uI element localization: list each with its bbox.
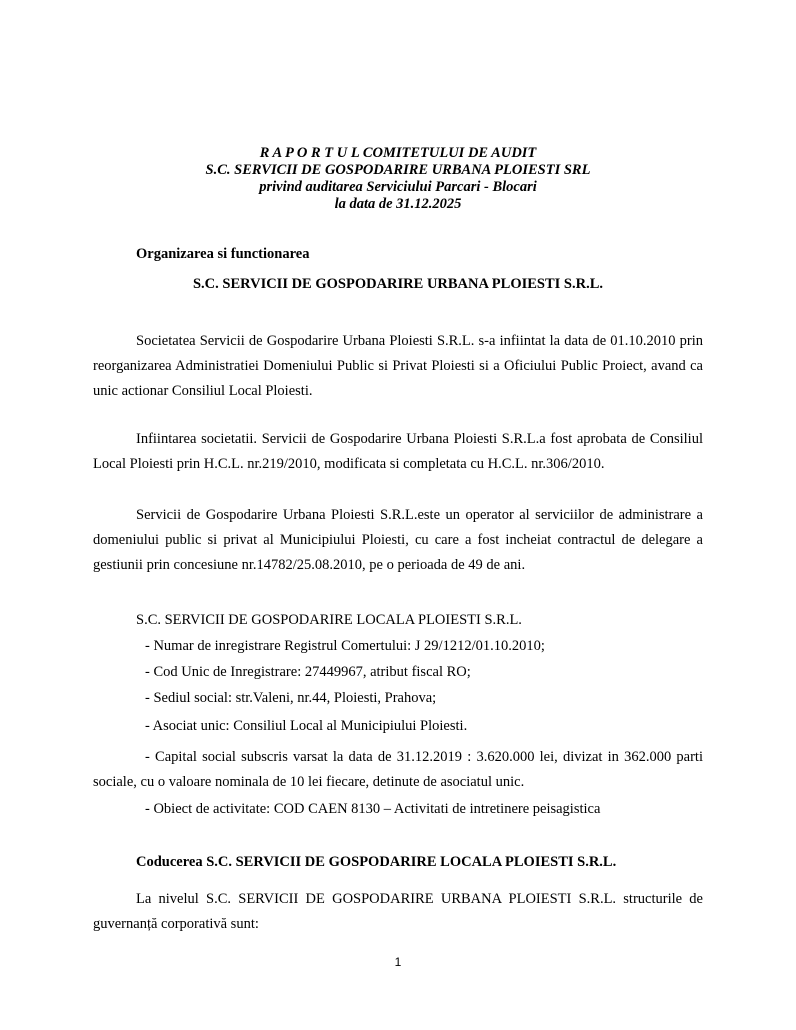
paragraph-founding: [93, 329, 703, 404]
detail-sole-associate: - Asociat unic: Consiliul Local al Municipiului Ploiesti.: [145, 718, 468, 734]
paragraph-approval: [93, 427, 703, 477]
company-name: S.C. SERVICII DE GOSPODARIRE LOCALA PLOIESTI S.R.L.: [136, 612, 522, 628]
detail-share-capital-text: - Capital social subscris varsat la data de 31.12.2019 : 3.620.000 lei, divizat in 362.000 parti sociale, cu o valoare nominala de 10 lei fiecare, detinute de asociatul unic.: [93, 749, 703, 790]
section-heading-organization: Organizarea si functionarea: [136, 246, 310, 262]
page-number: 1: [394, 955, 402, 969]
detail-share-capital: [93, 745, 703, 795]
paragraph-founding-text: Societatea Servicii de Gospodarire Urbana Ploiesti S.R.L. s-a infiintat la data de 01.10.2010 prin reorganizarea Administratiei Domeniului Public si Privat Ploiesti si a Oficiului Public Proiect, avand ca unic actionar Consiliul Local Ploiesti.: [93, 333, 703, 399]
paragraph-operator-text: Servicii de Gospodarire Urbana Ploiesti S.R.L.este un operator al serviciilor de administrare a domeniului public si privat al Municipiului Ploiesti, cu care a fost incheiat contractul de delegare a gestiunii prin concesiune nr.14782/25.08.2010, pe o perioada de 49 de ani.: [93, 507, 703, 573]
section-heading-management: Coducerea S.C. SERVICII DE GOSPODARIRE LOCALA PLOIESTI S.R.L.: [136, 854, 617, 870]
section-subheading-company: S.C. SERVICII DE GOSPODARIRE URBANA PLOIESTI S.R.L.: [192, 276, 603, 292]
detail-activity: - Obiect de activitate: COD CAEN 8130 – Activitati de intretinere peisagistica: [145, 801, 601, 817]
report-title-line-4: la data de 31.12.2025: [334, 196, 462, 212]
paragraph-approval-text: Infiintarea societatii. Servicii de Gospodarire Urbana Ploiesti S.R.L.a fost aprobata de Consiliul Local Ploiesti prin H.C.L. nr.219/2010, modificata si completata cu H.C.L. nr.306/2010.: [93, 431, 703, 472]
report-title-line-2: S.C. SERVICII DE GOSPODARIRE URBANA PLOIESTI SRL: [205, 162, 591, 178]
detail-unique-code: - Cod Unic de Inregistrare: 27449967, atribut fiscal RO;: [145, 664, 471, 680]
paragraph-governance-text: La nivelul S.C. SERVICII DE GOSPODARIRE URBANA PLOIESTI S.R.L. structurile de guvernanță corporativă sunt:: [93, 891, 703, 932]
detail-registered-office: - Sediul social: str.Valeni, nr.44, Ploiesti, Prahova;: [145, 690, 437, 706]
paragraph-governance: [93, 887, 703, 937]
report-title-line-3: privind auditarea Serviciului Parcari - Blocari: [259, 179, 537, 195]
paragraph-operator: [93, 503, 703, 578]
report-title-line-1: R A P O R T U L COMITETULUI DE AUDIT: [259, 145, 537, 161]
detail-registry-number: - Numar de inregistrare Registrul Comertului: J 29/1212/01.10.2010;: [145, 638, 545, 654]
